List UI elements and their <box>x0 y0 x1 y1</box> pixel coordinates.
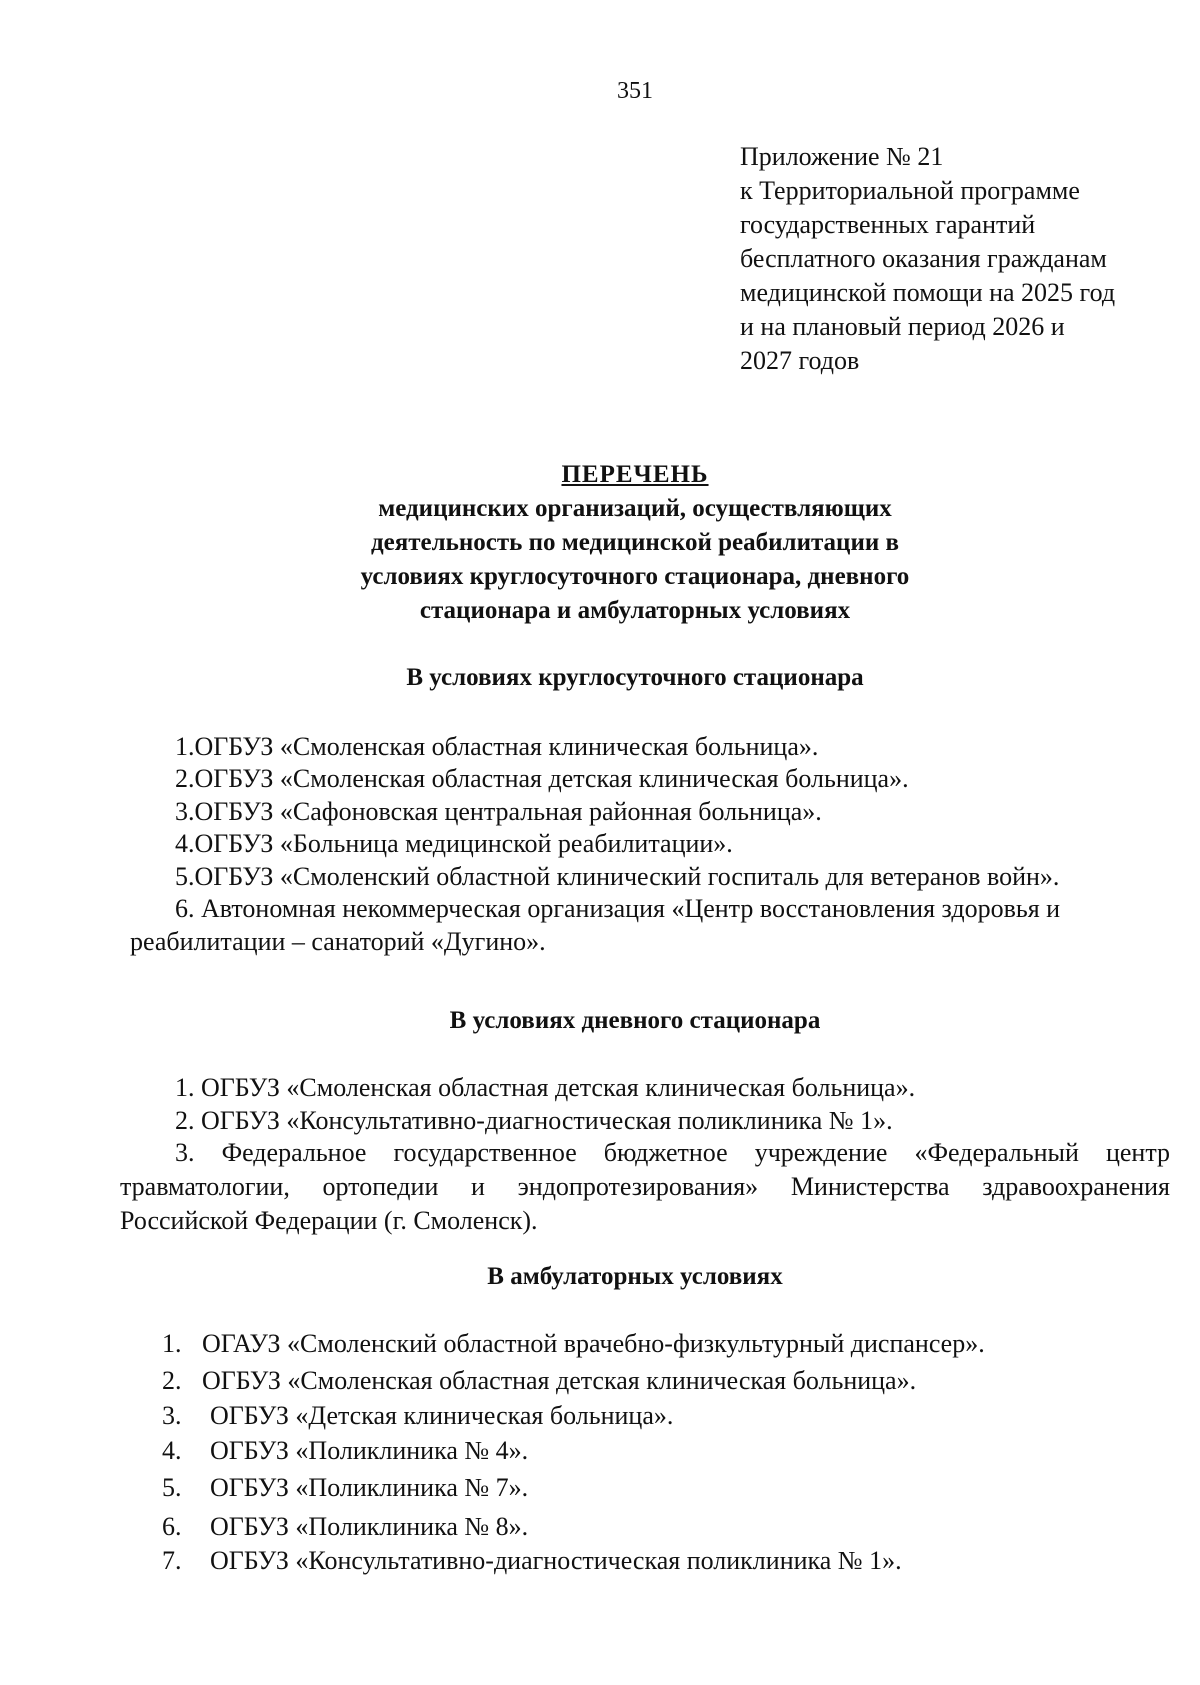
list-item-number: 5. <box>162 1473 182 1502</box>
document-subtitle-line: условиях круглосуточного стационара, дневного <box>360 563 910 590</box>
list-item-number: 2. <box>175 764 195 793</box>
appendix-line: и на плановый период 2026 и <box>740 312 1065 341</box>
appendix-line: 2027 годов <box>740 346 860 375</box>
list-item-text: ОГБУЗ «Больница медицинской реабилитации». <box>194 829 733 858</box>
list-item-line: травматологии, ортопедии и эндопротезирования» Министерства здравоохранения <box>120 1172 1170 1201</box>
document-subtitle-line: стационара и амбулаторных условиях <box>419 597 851 624</box>
list-item-text: ОГБУЗ «Сафоновская центральная районная больница». <box>194 797 822 826</box>
list-item <box>175 1071 915 1104</box>
appendix-block <box>740 140 1180 378</box>
list-item-text: ОГБУЗ «Смоленская областная детская клиническая больница». <box>194 764 909 793</box>
list-item-text: ОГБУЗ «Детская клиническая больница». <box>210 1401 674 1430</box>
list-item <box>175 795 822 828</box>
list-item-line: Российской Федерации (г. Смоленск). <box>120 1206 538 1235</box>
list-item <box>162 1471 528 1504</box>
section-heading-day-hospital: В условиях дневного стационара <box>449 1007 821 1034</box>
section-heading-inpatient: В условиях круглосуточного стационара <box>406 664 864 691</box>
appendix-line: бесплатного оказания гражданам <box>740 244 1107 273</box>
list-item <box>162 1327 985 1360</box>
document-heading <box>0 458 1200 628</box>
list-item-number: 1. <box>175 732 195 761</box>
document-subtitle-line: деятельность по медицинской реабилитации в <box>370 529 900 556</box>
appendix-line: государственных гарантий <box>740 210 1036 239</box>
list-item-number: 4. <box>175 829 195 858</box>
list-item-continuation: реабилитации – санаторий «Дугино». <box>130 927 546 956</box>
page-number: 351 <box>617 78 653 104</box>
list-item-number: 1. <box>175 1073 195 1102</box>
list-item-number: 2. <box>162 1366 182 1395</box>
list-item-number: 3. <box>162 1401 182 1430</box>
list-item-text: ОГБУЗ «Смоленская областная детская клиническая больница». <box>201 1073 916 1102</box>
list-item-number: 3. <box>175 797 195 826</box>
list-item <box>175 860 1059 893</box>
appendix-line: к Территориальной программе <box>740 176 1080 205</box>
list-item-text: ОГБУЗ «Смоленская областная детская клиническая больница». <box>202 1366 917 1395</box>
list-item <box>162 1544 902 1577</box>
list-item-text: ОГБУЗ «Поликлиника № 7». <box>210 1473 529 1502</box>
list-item <box>175 892 1060 925</box>
appendix-line: медицинской помощи на 2025 год <box>740 278 1116 307</box>
list-item <box>175 1104 893 1137</box>
list-item-number: 6. <box>162 1512 182 1541</box>
list-item-text: ОГБУЗ «Смоленский областной клинический госпиталь для ветеранов войн». <box>194 862 1060 891</box>
list-item-number: 2. <box>175 1106 195 1135</box>
appendix-line: Приложение № 21 <box>740 142 944 171</box>
list-item-number: 4. <box>162 1436 182 1465</box>
list-item <box>175 762 909 795</box>
list-item-number: 6. <box>175 894 195 923</box>
list-item-text: ОГБУЗ «Смоленская областная клиническая больница». <box>194 732 819 761</box>
section-heading-outpatient: В амбулаторных условиях <box>487 1263 783 1290</box>
document-subtitle-line: медицинских организаций, осуществляющих <box>378 495 892 522</box>
document-title: ПЕРЕЧЕНЬ <box>561 461 709 488</box>
list-item-number: 5. <box>175 862 195 891</box>
list-item-number: 7. <box>162 1546 182 1575</box>
list-item-text: ОГБУЗ «Поликлиника № 8». <box>210 1512 529 1541</box>
list-item-justified <box>120 1136 1170 1238</box>
list-item-number: 3. <box>175 1138 195 1167</box>
list-item <box>175 730 818 763</box>
list-item <box>162 1399 673 1432</box>
list-item <box>175 827 733 860</box>
list-item <box>162 1364 916 1397</box>
list-item-number: 1. <box>162 1329 182 1358</box>
list-item-text: ОГБУЗ «Поликлиника № 4». <box>210 1436 529 1465</box>
list-item-text: ОГБУЗ «Консультативно-диагностическая поликлиника № 1». <box>201 1106 893 1135</box>
list-item <box>162 1510 528 1543</box>
list-item-line <box>120 1136 1170 1170</box>
list-item-text: ОГАУЗ «Смоленский областной врачебно-физкультурный диспансер». <box>202 1329 985 1358</box>
list-item-text: ОГБУЗ «Консультативно-диагностическая поликлиника № 1». <box>210 1546 902 1575</box>
list-item-text: Автономная некоммерческая организация «Центр восстановления здоровья и <box>201 894 1061 923</box>
list-item-text: Федеральное государственное бюджетное учреждение «Федеральный центр <box>221 1138 1170 1167</box>
list-item <box>162 1434 528 1467</box>
